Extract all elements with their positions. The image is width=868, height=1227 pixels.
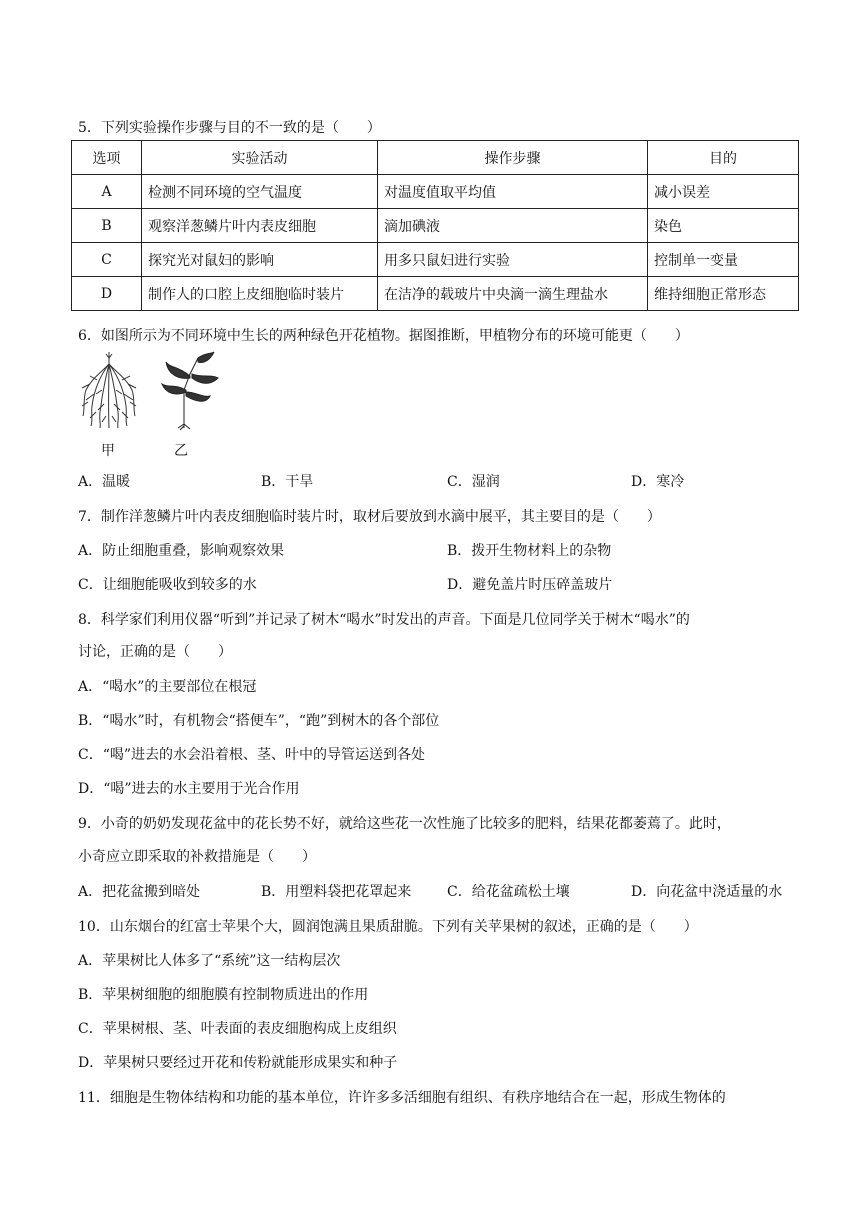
q10-option-a: A．苹果树比人体多了“系统”这一结构层次 [78,953,341,969]
q9-option-a: A．把花盆搬到暗处 [78,884,201,900]
q8-stem-line2: 讨论，正确的是（ ） [78,644,232,660]
q11-stem: 11．细胞是生物体结构和功能的基本单位，许许多多活细胞有组织、有秩序地结合在一起，形成生物体的 [78,1090,726,1106]
table-cell: 滴加碘液 [378,209,648,243]
plant-jia-illustration [78,350,140,430]
table-cell: 对温度值取平均值 [378,175,648,209]
plant-yi-label: 乙 [174,443,188,459]
table-header-row [72,141,799,175]
table-header: 实验活动 [142,141,378,175]
q10-option-d: D．苹果树只要经过开花和传粉就能形成果实和种子 [78,1055,398,1071]
table-cell: 维持细胞正常形态 [648,277,799,311]
q7-option-a: A．防止细胞重叠，影响观察效果 [78,543,285,559]
q7-option-c: C．让细胞能吸收到较多的水 [78,577,257,593]
table-row [72,209,799,243]
q10-option-b: B．苹果树细胞的细胞膜有控制物质进出的作用 [78,987,369,1003]
q8-option-c: C．“喝”进去的水会沿着根、茎、叶中的导管运送到各处 [78,747,426,763]
table-cell: D [72,277,142,311]
table-header: 目的 [648,141,799,175]
plant-yi-illustration [160,350,222,430]
table-cell: 探究光对鼠妇的影响 [142,243,378,277]
table-cell: 用多只鼠妇进行实验 [378,243,648,277]
q6-option-b: B．干旱 [261,474,314,490]
q6-stem: 6．如图所示为不同环境中生长的两种绿色开花植物。据图推断，甲植物分布的环境可能更（ ） [78,328,689,344]
q8-option-d: D．“喝”进去的水主要用于光合作用 [78,781,300,797]
table-row [72,277,799,311]
table-cell: C [72,243,142,277]
table-row [72,175,799,209]
q10-option-c: C．苹果树根、茎、叶表面的表皮细胞构成上皮组织 [78,1021,397,1037]
q9-option-b: B．用塑料袋把花罩起来 [261,884,412,900]
q6-option-c: C．湿润 [447,474,500,490]
q8-option-b: B．“喝水”时，有机物会“搭便车”，“跑”到树木的各个部位 [78,713,440,729]
table-cell: 控制单一变量 [648,243,799,277]
q5-stem: 5．下列实验操作步骤与目的不一致的是（ ） [78,120,381,136]
plant-jia-label: 甲 [101,443,115,459]
q7-option-b: B．拨开生物材料上的杂物 [447,543,612,559]
table-cell: 减小误差 [648,175,799,209]
table-cell: 在洁净的载玻片中央滴一滴生理盐水 [378,277,648,311]
table-cell: 制作人的口腔上皮细胞临时装片 [142,277,378,311]
table-header: 选项 [72,141,142,175]
q7-stem: 7．制作洋葱鳞片叶内表皮细胞临时装片时，取材后要放到水滴中展平，其主要目的是（ ） [78,509,661,525]
q6-option-a: A．温暖 [78,474,131,490]
q7-option-d: D．避免盖片时压碎盖玻片 [447,577,613,593]
q9-stem-line1: 9．小奇的奶奶发现花盆中的花长势不好，就给这些花一次性施了比较多的肥料，结果花都萎蔫了。此时， [78,816,731,832]
q8-stem-line1: 8．科学家们利用仪器“听到”并记录了树木“喝水”时发出的声音。下面是几位同学关于树木“喝水”的 [78,612,690,628]
q9-stem-line2: 小奇应立即采取的补救措施是（ ） [78,849,316,865]
table-cell: 观察洋葱鳞片叶内表皮细胞 [142,209,378,243]
q9-option-d: D．向花盆中浇适量的水 [631,884,783,900]
q6-option-d: D．寒冷 [631,474,685,490]
table-row [72,243,799,277]
q10-stem: 10．山东烟台的红富士苹果个大，圆润饱满且果质甜脆。下列有关苹果树的叙述，正确的是（ ） [78,919,698,935]
table-cell: A [72,175,142,209]
q8-option-a: A．“喝水”的主要部位在根冠 [78,679,257,695]
table-cell: B [72,209,142,243]
table-cell: 检测不同环境的空气温度 [142,175,378,209]
table-cell: 染色 [648,209,799,243]
table-header: 操作步骤 [378,141,648,175]
q5-table [71,140,799,311]
q9-option-c: C．给花盆疏松土壤 [447,884,570,900]
